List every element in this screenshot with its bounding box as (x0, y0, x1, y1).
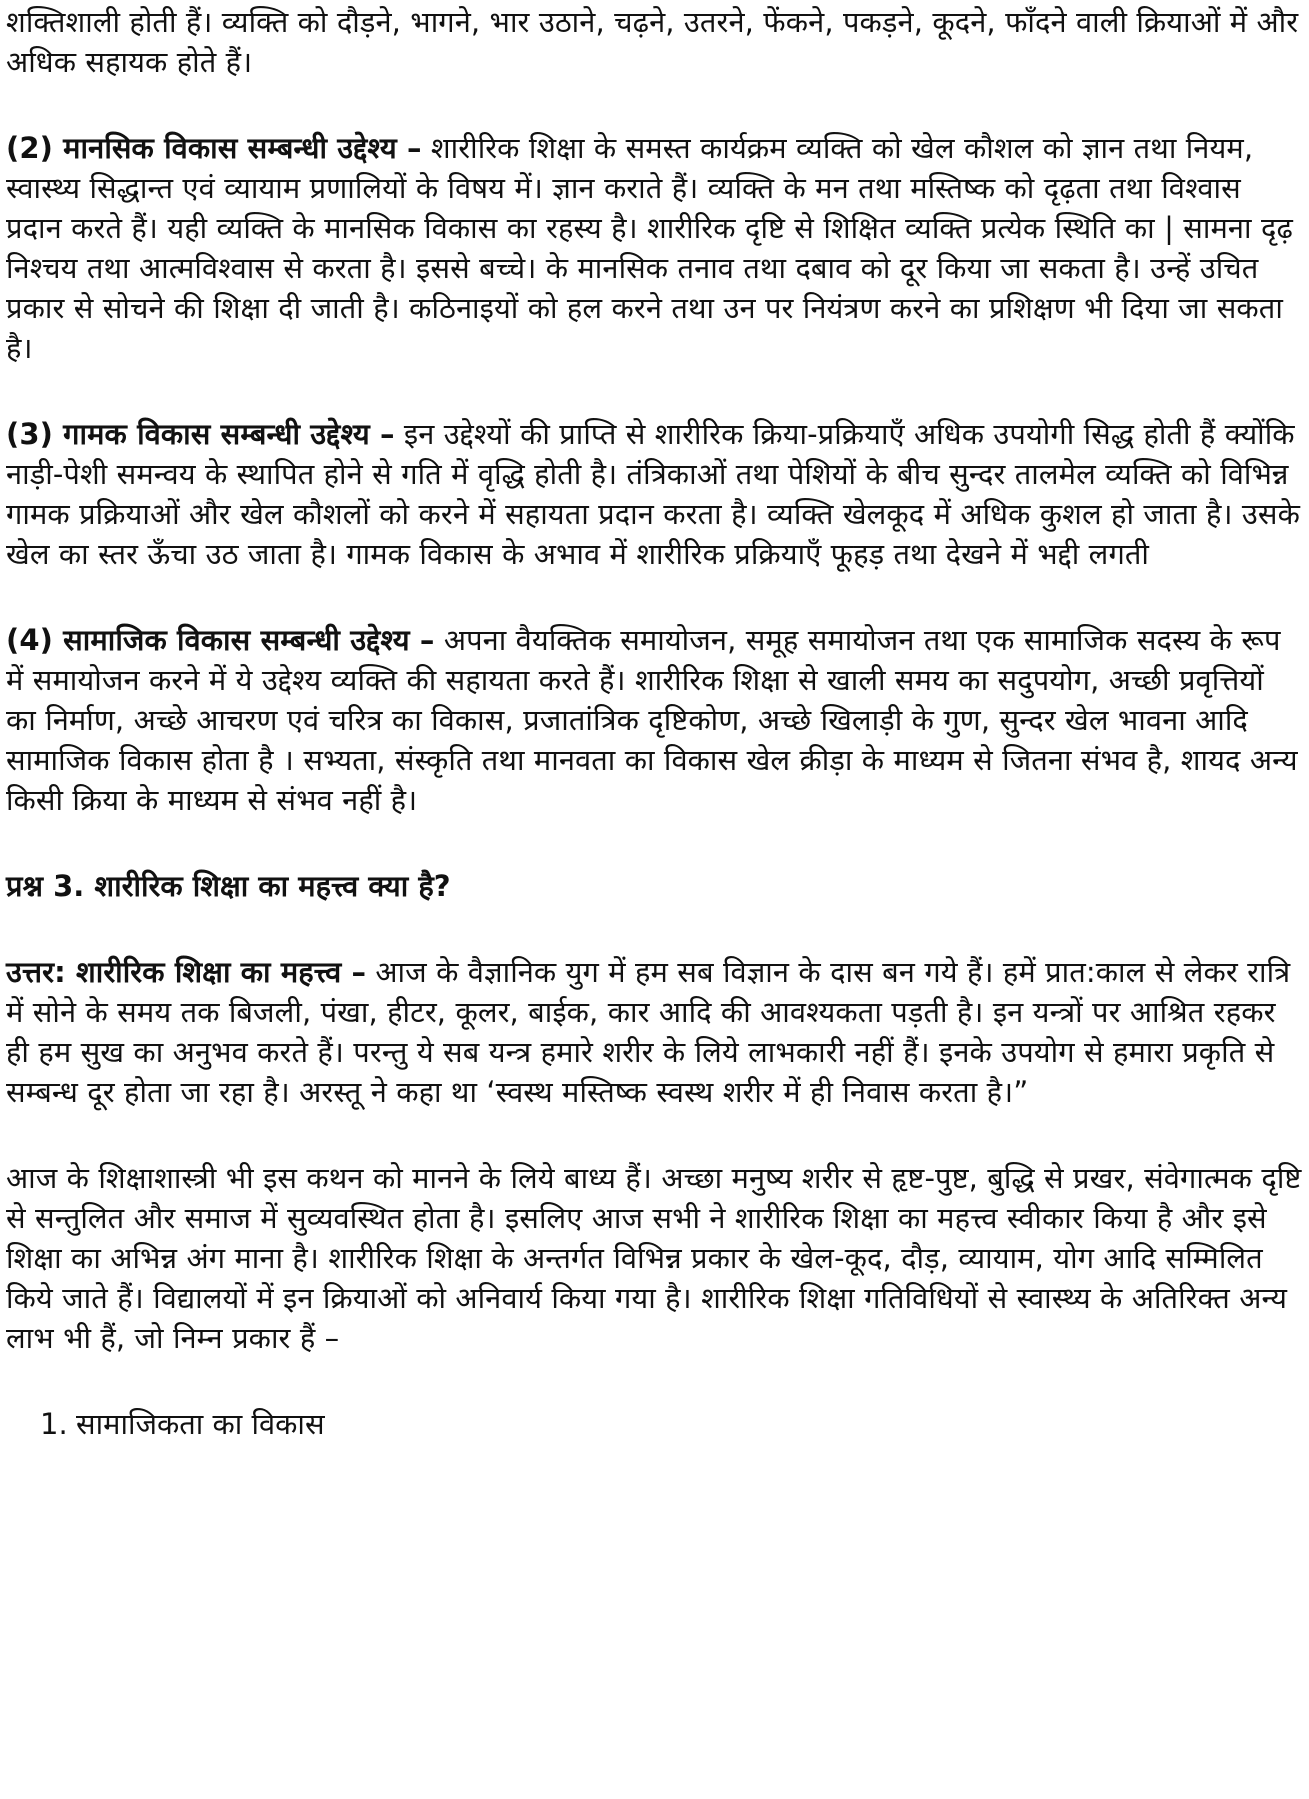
list-item-text: सामाजिकता का विकास (76, 1407, 325, 1441)
list-item-number: 1. (40, 1407, 68, 1441)
answer-text: आज के वैज्ञानिक युग में हम सब विज्ञान के दास बन गये हैं। हमें प्रात:काल से लेकर रात्रि में सोने के समय तक बिजली, पंखा, हीटर, कूलर, बाईक, कार आदि की आवश्यकता पड़ती है। इन यन्त्रों पर आश्रित रहकर ही हम सुख का अनुभव करते हैं। परन्तु ये सब यन्त्र हमारे शरीर के लिये लाभकारी नहीं हैं। इनके उपयोग से हमारा प्रकृति से सम्बन्ध दूर होता जा रहा है। अरस्तू ने कहा था ‘स्वस्थ मस्तिष्क स्वस्थ शरीर में ही निवास करता है।” (6, 955, 1291, 1109)
question-heading: प्रश्न 3. शारीरिक शिक्षा का महत्त्व क्या है? (6, 869, 451, 903)
spacer (6, 574, 1303, 620)
benefits-list (6, 1404, 1303, 1444)
heading-social-objective: (4) सामाजिक विकास सम्बन्धी उद्देश्य – (6, 623, 435, 657)
spacer (6, 1112, 1303, 1158)
list-item (6, 1404, 1303, 1444)
spacer (6, 82, 1303, 128)
spacer (6, 906, 1303, 952)
paragraph-social-objective (6, 620, 1303, 820)
spacer (6, 368, 1303, 414)
answer-paragraph (6, 952, 1303, 1112)
text-mental-objective: शारीरिक शिक्षा के समस्त कार्यक्रम व्यक्ति को खेल कौशल को ज्ञान तथा नियम, स्वास्थ्य सिद्धान्त एवं व्यायाम प्रणालियों के विषय में। ज्ञान कराते हैं। व्यक्ति के मन तथा मस्तिष्क को दृढ़ता तथा विश्वास प्रदान करते हैं। यही व्यक्ति के मानसिक विकास का रहस्य है। शारीरिक दृष्टि से शिक्षित व्यक्ति प्रत्येक स्थिति का | सामना दृढ़ निश्चय तथा आत्मविश्वास से करता है। इससे बच्चे। के मानसिक तनाव तथा दबाव को दूर किया जा सकता है। उन्हें उचित प्रकार से सोचने की शिक्षा दी जाती है। कठिनाइयों को हल करने तथा उन पर नियंत्रण करने का प्रशिक्षण भी दिया जा सकता है। (6, 131, 1293, 365)
heading-mental-objective: (2) मानसिक विकास सम्बन्धी उद्देश्य – (6, 131, 422, 165)
heading-motor-objective: (3) गामक विकास सम्बन्धी उद्देश्य – (6, 417, 395, 451)
text-motor-objective: इन उद्देश्यों की प्राप्ति से शारीरिक क्रिया-प्रक्रियाएँ अधिक उपयोगी सिद्ध होती हैं क्योंकि नाड़ी-पेशी समन्वय के स्थापित होने से गति में वृद्धि होती है। तंत्रिकाओं तथा पेशियों के बीच सुन्दर तालमेल व्यक्ति को विभिन्न गामक प्रक्रियाओं और खेल कौशलों को करने में सहायता प्रदान करता है। व्यक्ति खेलकूद में अधिक कुशल हो जाता है। उसके खेल का स्तर ऊँचा उठ जाता है। गामक विकास के अभाव में शारीरिक प्रक्रियाएँ फूहड़ तथा देखने में भद्दी लगती (6, 417, 1300, 571)
paragraph-importance-detail: आज के शिक्षाशास्त्री भी इस कथन को मानने के लिये बाध्य हैं। अच्छा मनुष्य शरीर से हृष्ट-पुष्ट, बुद्धि से प्रखर, संवेगात्मक दृष्टि से सन्तुलित और समाज में सुव्यवस्थित होता है। इसलिए आज सभी ने शारीरिक शिक्षा का महत्त्व स्वीकार किया है और इसे शिक्षा का अभिन्न अंग माना है। शारीरिक शिक्षा के अन्तर्गत विभिन्न प्रकार के खेल-कूद, दौड़, व्यायाम, योग आदि सम्मिलित किये जाते हैं। विद्यालयों में इन क्रियाओं को अनिवार्य किया गया है। शारीरिक शिक्षा गतिविधियों से स्वास्थ्य के अतिरिक्त अन्य लाभ भी हैं, जो निम्न प्रकार हैं – (6, 1161, 1302, 1355)
text-social-objective: अपना वैयक्तिक समायोजन, समूह समायोजन तथा एक सामाजिक सदस्य के रूप में समायोजन करने में ये उद्देश्य व्यक्ति की सहायता करते हैं। शारीरिक शिक्षा से खाली समय का सदुपयोग, अच्छी प्रवृत्तियों का निर्माण, अच्छे आचरण एवं चरित्र का विकास, प्रजातांत्रिक दृष्टिकोण, अच्छे खिलाड़ी के गुण, सुन्दर खेल भावना आदि सामाजिक विकास होता है । सभ्यता, संस्कृति तथा मानवता का विकास खेल क्रीड़ा के माध्यम से जितना संभव है, शायद अन्य किसी क्रिया के माध्यम से संभव नहीं है। (6, 623, 1298, 817)
paragraph-motor-objective (6, 414, 1303, 574)
paragraph-mental-objective (6, 128, 1303, 368)
spacer (6, 820, 1303, 866)
spacer (6, 1358, 1303, 1404)
answer-heading: उत्तर: शारीरिक शिक्षा का महत्त्व – (6, 955, 367, 989)
paragraph-physical-objective-end: शक्तिशाली होती हैं। व्यक्ति को दौड़ने, भागने, भार उठाने, चढ़ने, उतरने, फेंकने, पकड़ने, कूदने, फाँदने वाली क्रियाओं में और अधिक सहायक होते हैं। (6, 5, 1299, 79)
